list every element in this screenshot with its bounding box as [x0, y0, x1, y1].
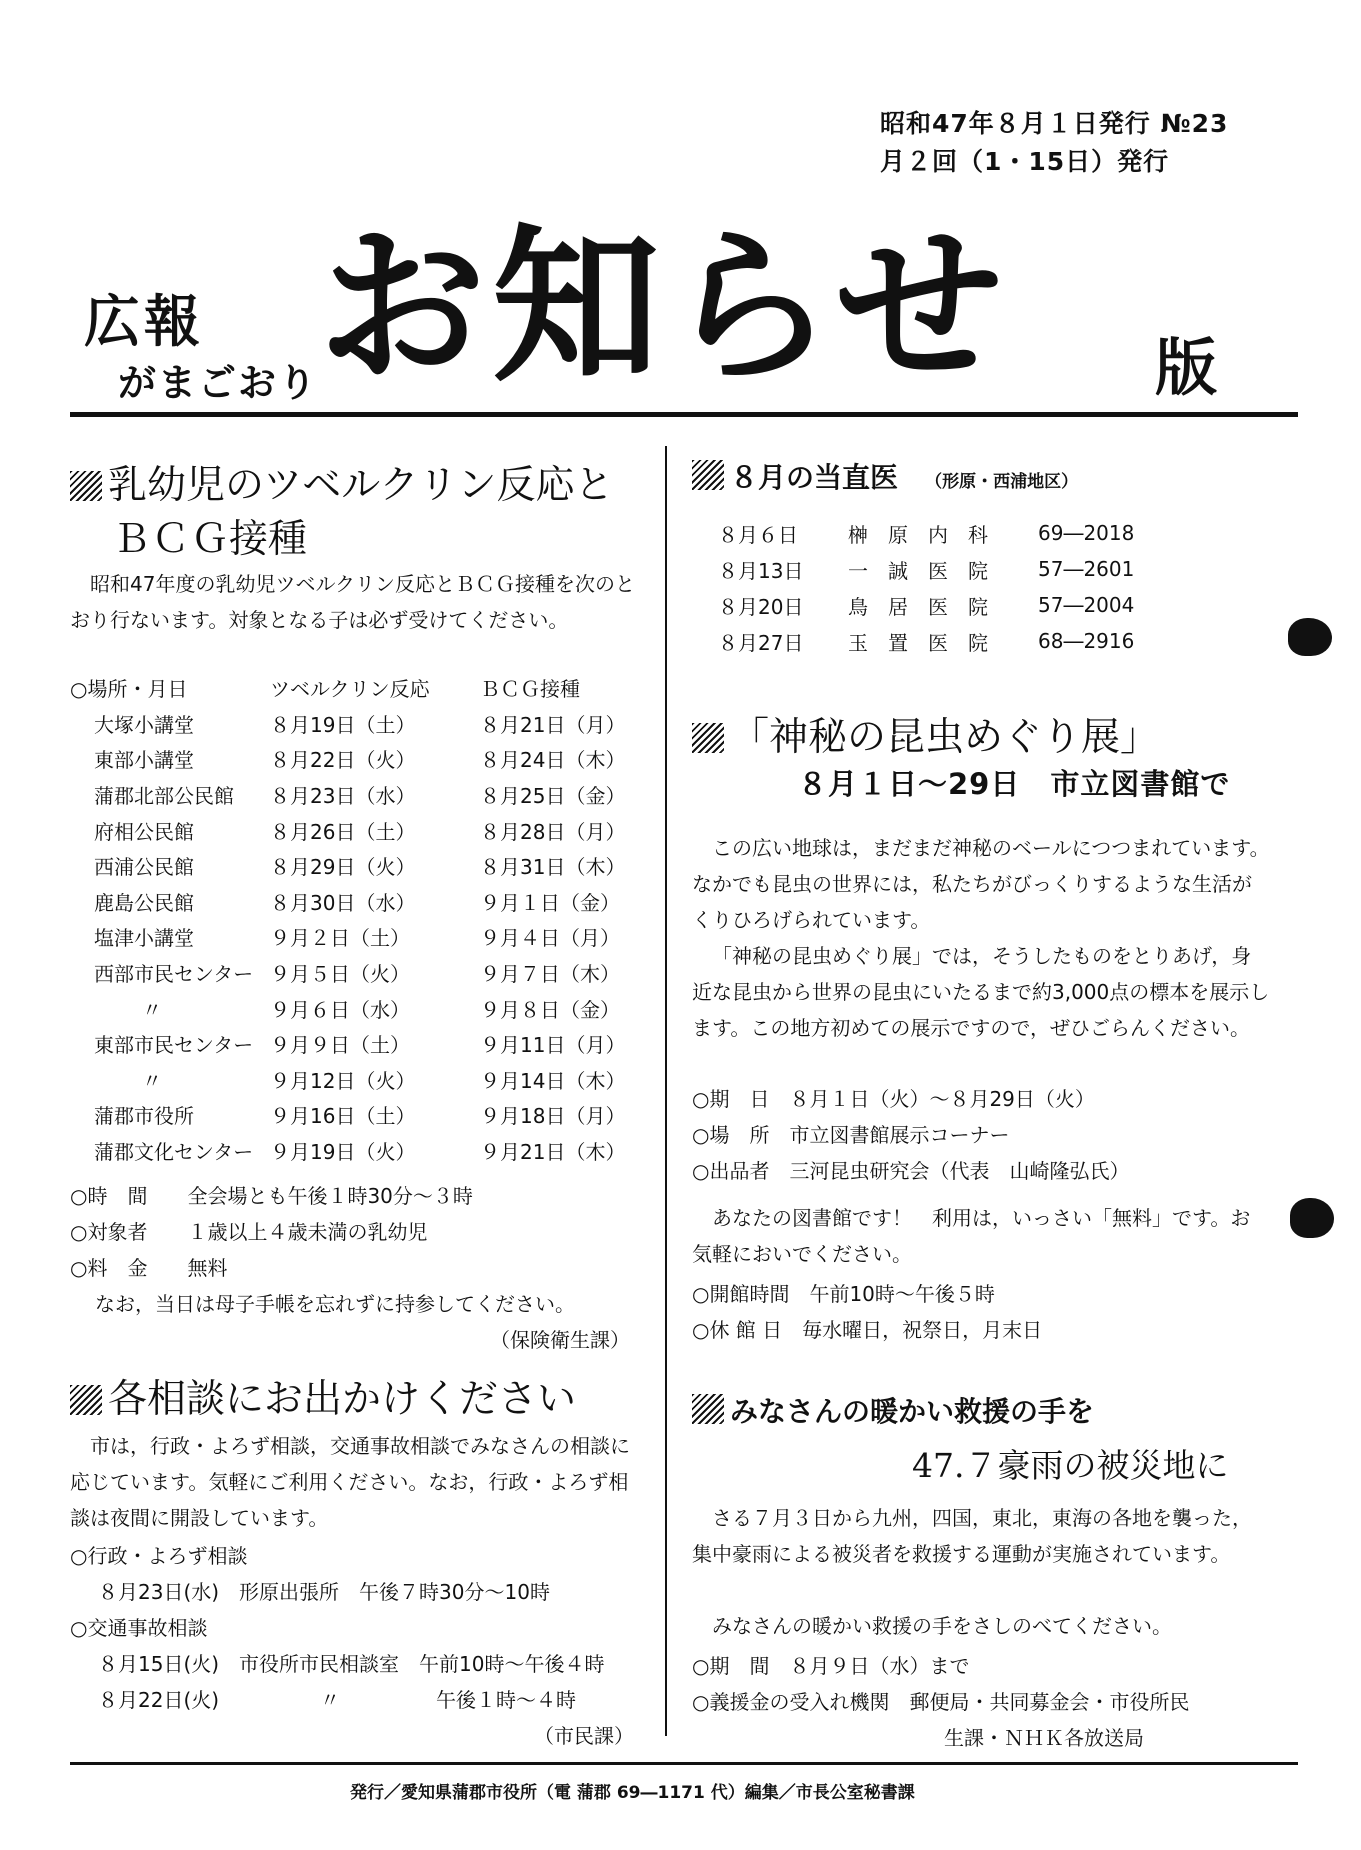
kouhou-label: 広報 [84, 290, 204, 355]
row-bcg: ９月１日（金） [480, 890, 620, 915]
row-bcg: ８月24日（木） [480, 748, 626, 773]
table-row [70, 706, 640, 742]
issue-date: 昭和47年８月１日発行 №23 [880, 109, 1229, 138]
ink-blot [1290, 1198, 1334, 1238]
insect-period: ○期 日 ８月１日（火）～８月29日（火） [692, 1087, 1095, 1111]
row-tuber: ９月16日（土） [270, 1104, 416, 1129]
insect-closed: ○休 館 日 毎水曜日，祝祭日，月末日 [692, 1318, 1043, 1342]
relief-org-line2: 生課・ＮＨＫ各放送局 [944, 1726, 1144, 1750]
relief-heading: みなさんの暖かい救援の手を [692, 1390, 1094, 1430]
row-place: 東部小講堂 [94, 748, 194, 773]
header-rule [70, 412, 1298, 417]
table-row [70, 990, 640, 1026]
consult-traffic-line2-time: 午後１時～４時 [436, 1688, 576, 1712]
relief-org-line1: ○義援金の受入れ機関 郵便局・共同募金会・市役所民 [692, 1690, 1190, 1714]
row-tuber: ９月19日（火） [270, 1140, 416, 1165]
relief-period: ○期 間 ８月９日（水）まで [692, 1654, 970, 1678]
hatch-icon [692, 1394, 724, 1424]
tb-schedule-table [70, 670, 640, 1168]
consult-dept: （市民課） [534, 1724, 634, 1748]
doctors-heading: ８月の当直医 （形原・西浦地区） [692, 456, 1078, 496]
consult-traffic-line2-ditto: 〃 [320, 1688, 340, 1712]
doctor-name: 榊 原 内 科 [848, 522, 988, 547]
insect-para1: この広い地球は，まだまだ神秘のベールにつつまれています。なかでも昆虫の世界には，私たちがびっくりするような生活がくりひろげられています。 [692, 836, 1270, 932]
table-row [70, 848, 640, 884]
row-bcg: ９月８日（金） [480, 997, 620, 1022]
doctor-date: ８月27日 [718, 630, 804, 655]
insect-subheading: ８月１日～29日 市立図書館で [798, 767, 1231, 801]
tb-dept: （保険衛生課） [490, 1328, 630, 1352]
issue-frequency: 月２回（1・15日）発行 [880, 147, 1170, 176]
ink-blot [1288, 618, 1332, 656]
consult-traffic-line1: ８月15日(火) 市役所市民相談室 午前10時～午後４時 [98, 1652, 605, 1676]
masthead-title: お知らせ [318, 207, 1009, 405]
consult-traffic-label: ○交通事故相談 [70, 1616, 208, 1640]
insect-heading: 「神秘の昆虫めぐり展」 [692, 706, 1159, 762]
row-bcg: ９月21日（木） [480, 1140, 626, 1165]
row-tuber: ９月５日（火） [270, 962, 410, 987]
tb-heading-2: ＢＣＧ接種 [112, 517, 308, 562]
table-row [718, 587, 1134, 623]
col-tuber-header: ツベルクリン反応 [270, 677, 430, 702]
doctor-name: 鳥 居 医 院 [848, 594, 988, 619]
row-tuber: ８月22日（火） [270, 748, 416, 773]
row-place: 蒲郡文化センター [94, 1140, 254, 1165]
relief-para1: さる７月３日から九州，四国，東北，東海の各地を襲った，集中豪雨による被災者を救援する運動が実施されています。 [692, 1506, 1252, 1566]
table-row [70, 919, 640, 955]
col-place-header: ○場所・月日 [70, 677, 188, 702]
table-row [718, 623, 1134, 659]
row-tuber: ９月９日（土） [270, 1033, 410, 1058]
row-place: 大塚小講堂 [94, 712, 194, 737]
consult-traffic-line2-date: ８月22日(火) [98, 1688, 220, 1712]
row-tuber: ９月６日（水） [270, 997, 410, 1022]
row-tuber: ８月26日（土） [270, 819, 416, 844]
doctors-area: （形原・西浦地区） [925, 472, 1079, 492]
row-tuber: ８月29日（火） [270, 855, 416, 880]
row-place: 蒲郡市役所 [94, 1104, 194, 1129]
row-bcg: ９月18日（月） [480, 1104, 626, 1129]
table-row [70, 955, 640, 991]
insect-para2: 「神秘の昆虫めぐり展」では，そうしたものをとりあげ，身近な昆虫から世界の昆虫にいたるまで約3,000点の標本を展示します。この地方初めての展示ですので，ぜひごらんください。 [692, 944, 1270, 1040]
doctor-tel: 57―2601 [1038, 557, 1135, 581]
row-place: 西浦公民館 [94, 855, 194, 880]
row-tuber: ９月２日（土） [270, 926, 410, 951]
tb-time: ○時 間 全会場とも午後１時30分～３時 [70, 1184, 473, 1208]
insect-hours: ○開館時間 午前10時～午後５時 [692, 1282, 995, 1306]
row-place: 西部市民センター [94, 962, 254, 987]
tb-fee: ○料 金 無料 [70, 1256, 228, 1280]
doctor-date: ８月13日 [718, 558, 804, 583]
table-row [70, 1097, 640, 1133]
doctor-name: 一 誠 医 院 [848, 558, 988, 583]
column-divider [665, 446, 667, 1736]
row-place: 府相公民館 [94, 819, 194, 844]
table-row [70, 1062, 640, 1098]
row-tuber: ８月30日（水） [270, 890, 416, 915]
row-tuber: ９月12日（火） [270, 1068, 416, 1093]
footer-rule [70, 1762, 1298, 1765]
table-row [70, 1026, 640, 1062]
row-tuber: ８月23日（水） [270, 784, 416, 809]
row-bcg: ９月４日（月） [480, 926, 620, 951]
tb-heading: 乳幼児のツベルクリン反応と [70, 454, 613, 510]
doctor-tel: 57―2004 [1038, 593, 1135, 617]
hatch-icon [692, 460, 724, 490]
row-tuber: ８月19日（土） [270, 712, 416, 737]
doctors-table [718, 515, 1134, 659]
table-row [70, 812, 640, 848]
insect-place: ○場 所 市立図書館展示コーナー [692, 1123, 1010, 1147]
doctor-date: ８月６日 [718, 522, 798, 547]
row-place: 鹿島公民館 [94, 890, 194, 915]
doctor-tel: 69―2018 [1038, 521, 1135, 545]
doctor-tel: 68―2916 [1038, 629, 1135, 653]
row-place: 〃 [142, 1068, 162, 1093]
gamagori-label: がまごおり [118, 361, 319, 405]
insect-exhibitor: ○出品者 三河昆虫研究会（代表 山崎隆弘氏） [692, 1159, 1130, 1183]
tb-target: ○対象者 １歳以上４歳未満の乳幼児 [70, 1220, 428, 1244]
col-bcg-header: ＢＣＧ接種 [480, 677, 580, 702]
row-bcg: ９月14日（木） [480, 1068, 626, 1093]
hatch-icon [70, 1385, 102, 1415]
tb-note: なお，当日は母子手帳を忘れずに持参してください。 [95, 1292, 575, 1316]
table-row [70, 741, 640, 777]
relief-para2: みなさんの暖かい救援の手をさしのべてください。 [712, 1614, 1172, 1638]
row-bcg: ８月28日（月） [480, 819, 626, 844]
consult-gyosei-label: ○行政・よろず相談 [70, 1544, 248, 1568]
han-label: 版 [1155, 331, 1218, 404]
consult-gyosei-line: ８月23日(水) 形原出張所 午後７時30分～10時 [98, 1580, 550, 1604]
consult-heading: 各相談にお出かけください [70, 1368, 576, 1424]
table-row [718, 515, 1134, 551]
table-row [718, 551, 1134, 587]
footer-text: 発行／愛知県蒲郡市役所（電 蒲郡 69―1171 代）編集／市長公室秘書課 [350, 1783, 915, 1803]
row-place: 〃 [142, 997, 162, 1022]
row-bcg: ８月25日（金） [480, 784, 626, 809]
row-place: 塩津小講堂 [94, 926, 194, 951]
table-row [70, 777, 640, 813]
consult-intro: 市は，行政・よろず相談，交通事故相談でみなさんの相談に応じています。気軽にご利用ください。なお，行政・よろず相談は夜間に開設しています。 [70, 1434, 630, 1530]
hatch-icon [692, 723, 724, 753]
insect-para3: あなたの図書館です！ 利用は，いっさい「無料」です。お気軽においでください。 [692, 1206, 1251, 1266]
table-row [70, 884, 640, 920]
doctor-name: 玉 置 医 院 [848, 630, 988, 655]
row-bcg: ９月７日（木） [480, 962, 620, 987]
hatch-icon [70, 471, 102, 501]
tb-intro: 昭和47年度の乳幼児ツベルクリン反応とＢＣＧ接種を次のとおり行ないます。対象となる子は必ず受けてください。 [70, 572, 636, 632]
row-place: 東部市民センター [94, 1033, 254, 1058]
relief-subheading: 47.７豪雨の被災地に [912, 1446, 1229, 1485]
row-bcg: ８月31日（木） [480, 855, 626, 880]
row-bcg: ８月21日（月） [480, 712, 626, 737]
table-row [70, 1133, 640, 1169]
row-bcg: ９月11日（月） [480, 1033, 626, 1058]
doctor-date: ８月20日 [718, 594, 804, 619]
row-place: 蒲郡北部公民館 [94, 784, 234, 809]
tb-table-header [70, 670, 640, 706]
